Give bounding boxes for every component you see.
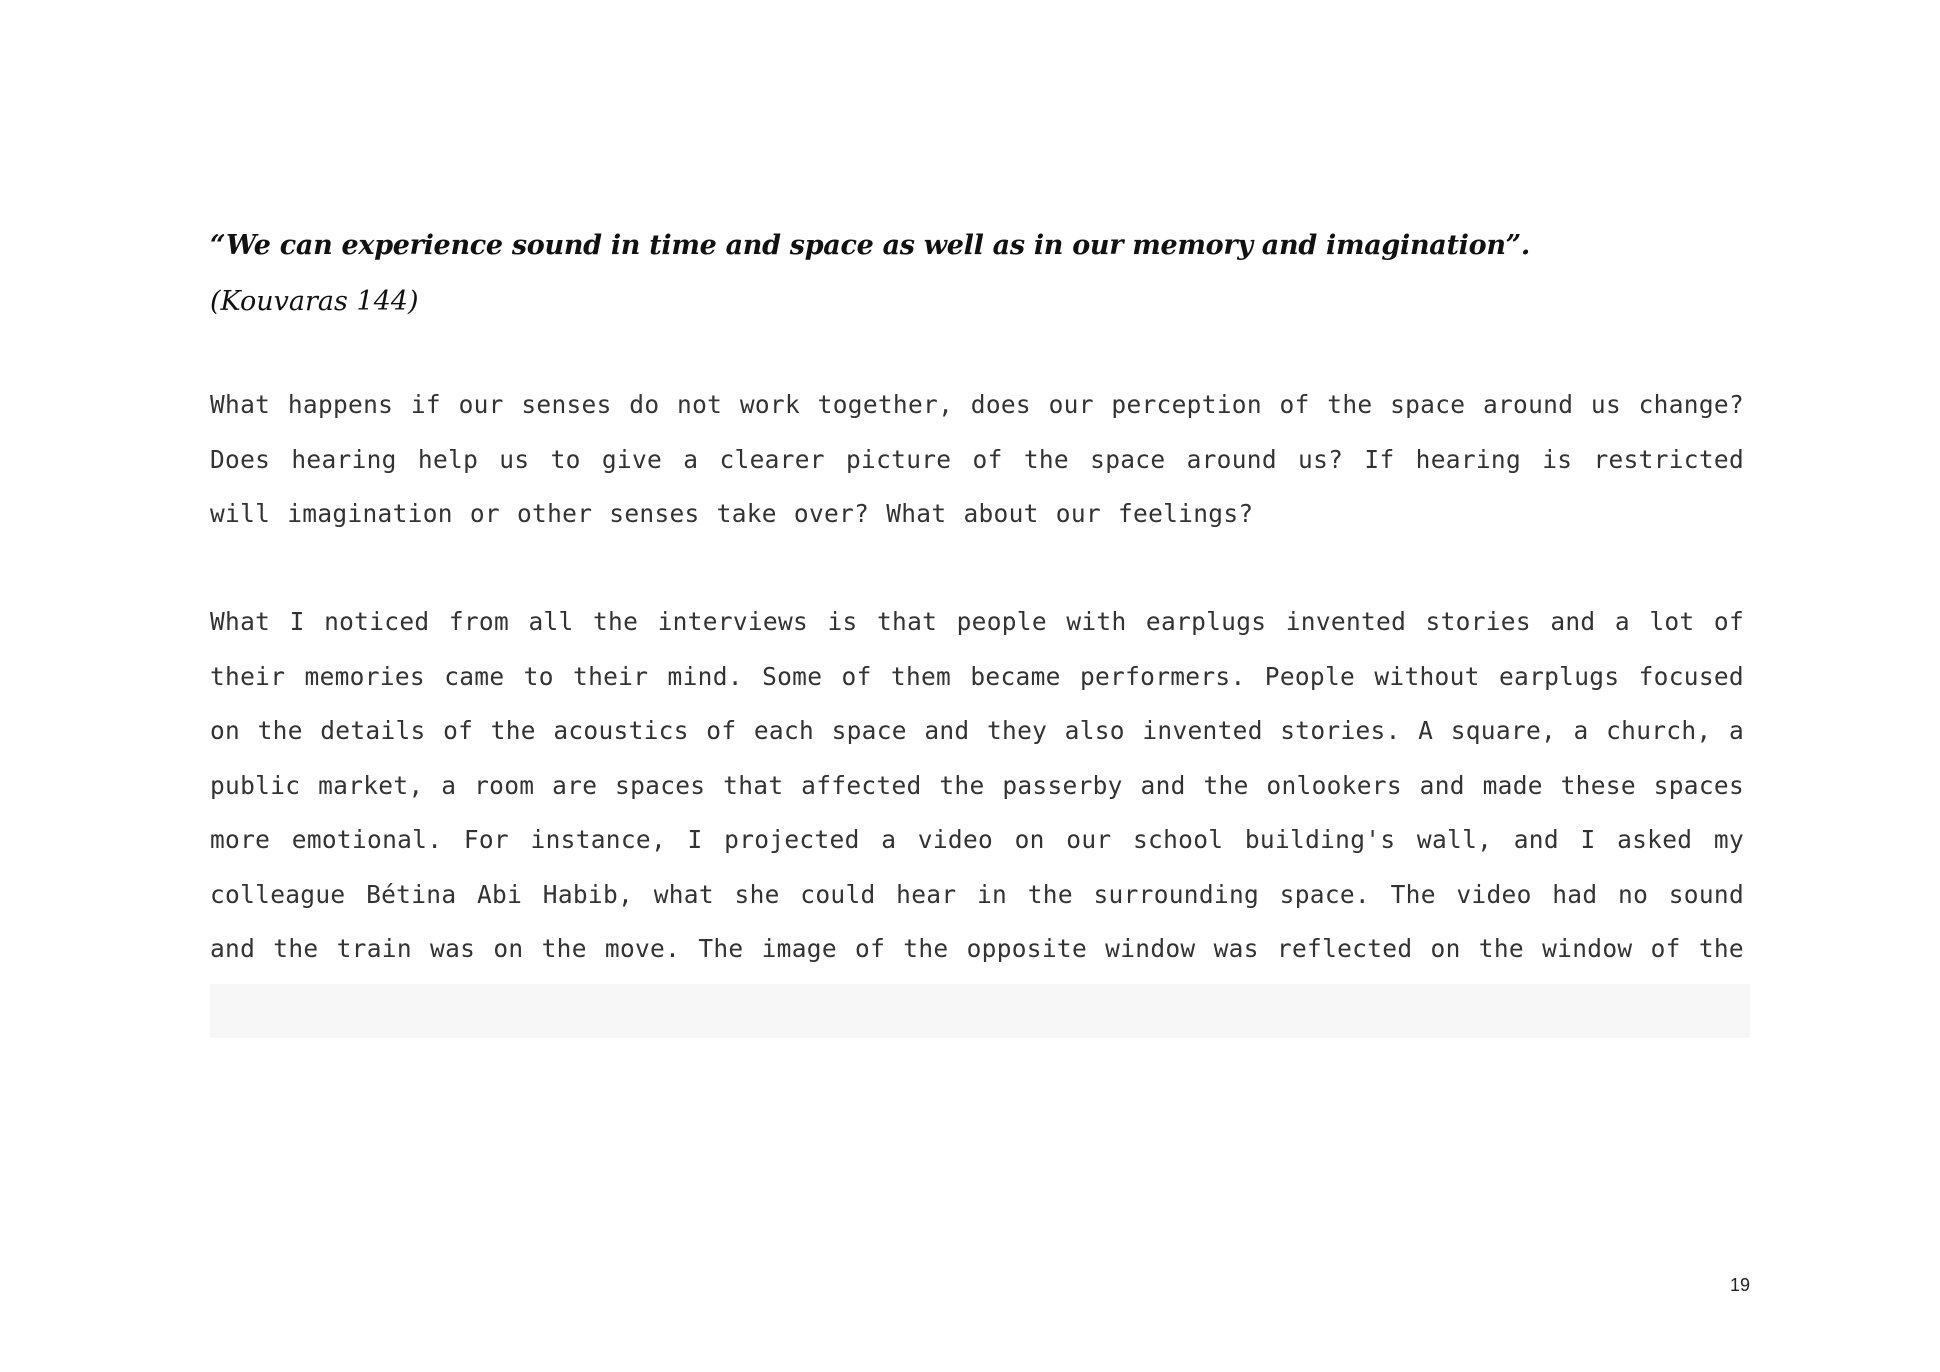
quote-text: “We can experience sound in time and space as well as in our memory and imagination”.: [210, 230, 1530, 261]
paragraph-questions: What happens if our senses do not work together, does our perception of the space around us change? Does hearing help us to give a clearer picture of the space around us? If hearing is restricted will imagination or other senses take over? What about our feelings?: [210, 390, 1744, 528]
epigraph-quote: [210, 218, 1750, 330]
quote-citation: (Kouvaras 144): [210, 286, 419, 317]
figure-placeholder-band: [210, 984, 1750, 1038]
paragraph-observations: What I noticed from all the interviews is that people with earplugs invented stories and a lot of their memories came to their mind. Some of them became performers. People without earplugs focused on the details of the acoustics of each space and they also invented stories. A square, a church, a public market, a room are spaces that affected the passerby and the onlookers and made these spaces more emotional. For instance, I projected a video on our school building's wall, and I asked my colleague Bétina Abi Habib, what she could hear in the surrounding space. The video had no sound and the train was on the move. The image of the opposite window was reflected on the window of the: [210, 607, 1744, 963]
page-number: 19: [1729, 1275, 1750, 1295]
